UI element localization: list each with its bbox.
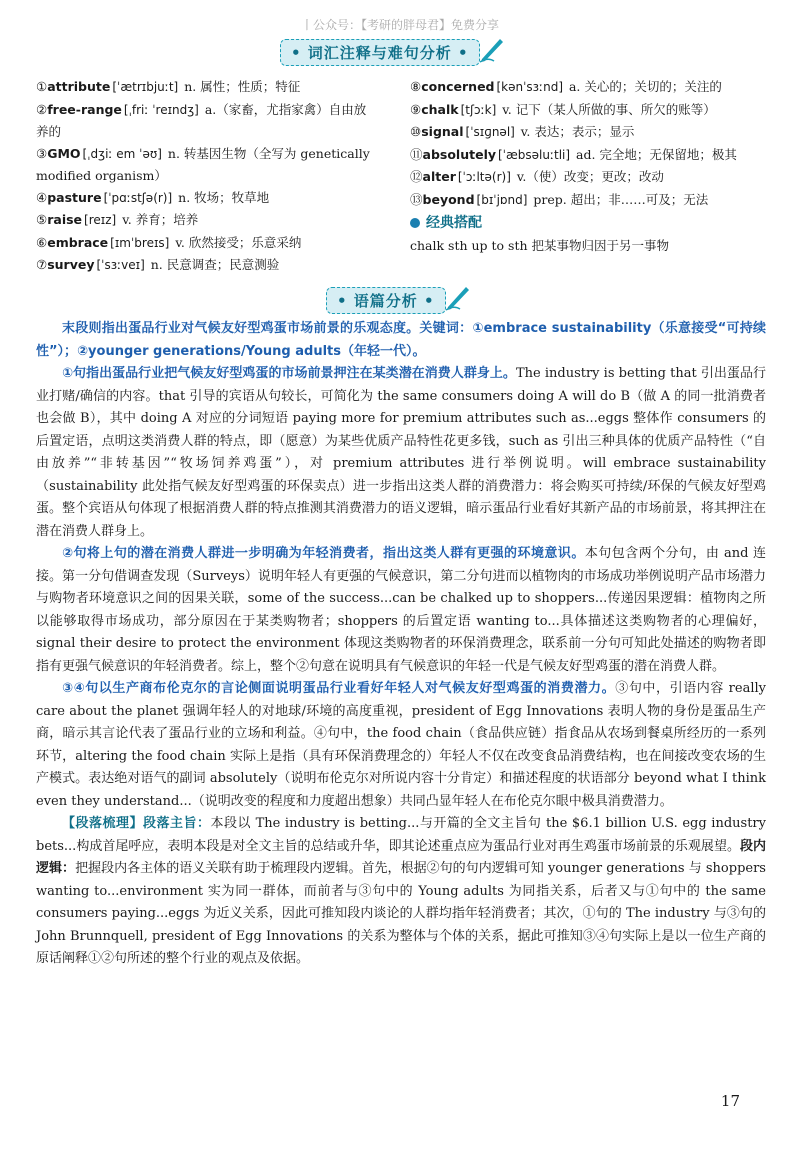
vocab-word: beyond — [422, 191, 475, 207]
vocab-definition: v.（使）改变；更改；改动 — [512, 169, 664, 184]
vocab-number: ⑦ — [36, 257, 48, 272]
vocab-definition: a. 关心的；关切的；关注的 — [565, 79, 722, 94]
vocab-item — [36, 143, 376, 187]
collocation-heading — [410, 213, 770, 235]
vocab-phonetic: [ˈpɑːstʃə(r)] — [103, 190, 173, 205]
vocab-phonetic: [ˌfriː ˈreɪndʒ] — [123, 102, 199, 117]
vocab-definition: prep. 超出；非……可及；无法 — [529, 191, 709, 207]
vocab-item — [410, 76, 770, 99]
vocab-phonetic: [ˈɔːltə(r)] — [457, 170, 511, 184]
page-number: 17 — [720, 1092, 740, 1110]
vocab-phonetic: [reɪz] — [84, 213, 117, 227]
vocab-item — [410, 144, 770, 167]
vocab-word: signal — [421, 124, 464, 139]
vocab-right-column — [410, 76, 770, 256]
vocab-word: absolutely — [422, 146, 496, 162]
vocab-word: attribute — [47, 79, 111, 94]
vocab-banner — [280, 38, 506, 66]
analysis-paragraph-2: ②句将上句的潜在消费人群进一步明确为年轻消费者，指出这类人群有更强的环境意识。本句包含两个分句，由 and 连接。第一分句借调查发现（Surveys）说明年轻人有更强的气候意识，第二分句进而以植物肉的市场成功举例说明产品市场潜力与购物者环境意识之间的因果关联，some of the success...can be chalked up to shoppers...传递因果逻辑：植物肉之所以能够取得市场成功，部分原因在于某类购物者；shoppers 的后置定语 wanting to...具体描述这类购物者的心理偏好，signal their desire to protect the environment 体现这类购物者的环保消费理念，联系前一分句可知此处描述的购物者即指有更强气候意识的年轻消费者。综上，整个②句意在说明具有气候意识的年轻一代是气候友好型鸡蛋的潜在消费人群。 — [36, 546, 766, 674]
vocab-item — [410, 121, 770, 144]
vocab-word: raise — [47, 212, 83, 227]
vocab-item — [410, 189, 770, 212]
vocab-phonetic: [ˈsɪɡnəl] — [465, 125, 515, 139]
vocab-word: GMO — [47, 145, 81, 161]
analysis-intro: 末段则指出蛋品行业对气候友好型鸡蛋市场前景的乐观态度。关键词：①embrace sustainability（乐意接受“可持续性”）；②younger generations/Young adults（年轻一代）。 — [36, 321, 766, 359]
vocab-banner-title: • 词汇注释与难句分析 • — [280, 39, 480, 66]
vocab-item — [410, 166, 770, 189]
analysis-paragraph-3: ③④句以生产商布伦克尔的言论侧面说明蛋品行业看好年轻人对气候友好型鸡蛋的消费潜力。③句中，引语内容 really care about the planet 强调年轻人的对地球/环境的高度重视，president of Egg Innovations 表明人物的身份是蛋品生产商，暗示其言论代表了蛋品行业的立场和利益。④句中，the food chain（食品供应链）指食品从农场到餐桌所经历的一系列环节，altering the food chain 实际上是指（具有环保消费理念的）年轻人不仅在改变食品消费结构，也在间接改变农场的生产模式。表达绝对语气的副词 absolutely（说明布伦克尔对所说内容十分肯定）和描述程度的状语部分 beyond what I think even they understand...（说明改变的程度和力度超出想象）共同凸显年轻人在布伦克尔眼中极具消费潜力。 — [36, 681, 767, 809]
vocab-number: ⑥ — [36, 234, 48, 250]
vocab-definition: v. 养育；培养 — [118, 212, 199, 227]
vocab-word: survey — [47, 257, 95, 272]
vocab-definition: ad. 完全地；无保留地；极其 — [572, 146, 737, 162]
vocab-item — [36, 209, 376, 232]
analysis-banner — [326, 286, 472, 314]
vocab-phonetic: [ˈsɜːveɪ] — [96, 258, 145, 272]
vocab-phonetic: [ˈæbsəluːtli] — [498, 147, 571, 162]
analysis-body — [36, 318, 766, 971]
vocab-definition: v. 记下（某人所做的事、所欠的账等） — [498, 101, 716, 117]
vocab-definition: n. 民意调查；民意测验 — [146, 257, 280, 272]
vocab-number: ⑤ — [36, 212, 48, 227]
vocab-phonetic: [bɪˈjɒnd] — [476, 192, 528, 207]
collocation-text: chalk sth up to sth 把某事物归因于另一事物 — [410, 237, 670, 253]
vocab-definition: n. 转基因生物（全写为 genetically modified organism） — [36, 145, 370, 183]
watermark: 丨公众号：【考研的胖母君】免费分享 — [300, 18, 499, 32]
vocab-phonetic: [kənˈsɜːnd] — [496, 80, 563, 94]
vocab-word: chalk — [421, 101, 459, 117]
vocab-word: pasture — [47, 189, 102, 205]
vocab-number: ③ — [36, 145, 48, 161]
analysis-paragraph-1: ①句指出蛋品行业把气候友好型鸡蛋的市场前景押注在某类潜在消费人群身上。The industry is betting that 引出蛋品行业打赌/确信的内容。that 引导的宾语从句较长，可简化为 the same consumers doing A will do B（做 A 的同一批消费者也会做 B），其中 doing A 对应的分词短语 paying more for premium attributes such as...eggs 整体作 consumers 的后置定语，点明这类消费人群的特点，即（愿意）为某些优质产品特性花更多钱，such as 引出三种具体的优质产品特性（“自由放养”“非转基因”“牧场饲养鸡蛋”），对 premium attributes 进行举例说明。will embrace sustainability（sustainability 此处指气候友好型鸡蛋的环保卖点）进一步指出这类人群的消费潜力：将会购买可持续/环保的气候友好型鸡蛋。整个宾语从句体现了根据消费人群的特点推测其消费潜力的语义逻辑，暗示蛋品行业看好其新产品的市场前景，将其押注在潜在消费人群身上。 — [36, 366, 766, 539]
vocab-item — [410, 99, 770, 122]
vocab-number: ② — [36, 101, 48, 117]
vocab-word: alter — [422, 169, 456, 184]
pen-icon — [444, 283, 472, 311]
vocab-phonetic: [ɪmˈbreɪs] — [110, 235, 170, 250]
collocation-title: 经典搭配 — [426, 215, 482, 231]
vocab-right-items — [410, 76, 770, 211]
vocab-number: ① — [36, 79, 48, 94]
vocab-definition: v. 欣然接受；乐意采纳 — [171, 234, 302, 250]
pen-icon — [478, 35, 506, 63]
vocab-definition: n. 属性；性质；特征 — [180, 79, 301, 94]
vocab-item — [36, 232, 376, 255]
vocab-item — [36, 187, 376, 210]
vocab-phonetic: [ˈætrɪbjuːt] — [112, 80, 179, 94]
analysis-banner-title: • 语篇分析 • — [326, 287, 446, 314]
vocab-definition: v. 表达；表示；显示 — [516, 124, 635, 139]
vocab-number: ⑩ — [410, 124, 422, 139]
vocab-number: ⑪ — [410, 146, 423, 162]
vocab-phonetic: [tʃɔːk] — [460, 102, 497, 117]
vocab-definition: a.（家畜，尤指家禽）自由放养的 — [36, 101, 367, 139]
vocab-number: ⑫ — [410, 169, 423, 184]
vocab-definition: n. 牧场；牧草地 — [174, 189, 270, 205]
vocab-item — [36, 76, 376, 99]
vocab-number: ⑬ — [410, 191, 423, 207]
vocab-word: free-range — [47, 101, 122, 117]
vocab-word: embrace — [47, 234, 109, 250]
vocab-word: concerned — [421, 79, 495, 94]
vocab-number: ⑨ — [410, 101, 422, 117]
vocab-left-column — [36, 76, 376, 277]
vocab-phonetic: [ˌdʒiː em ˈəʊ] — [82, 146, 162, 161]
analysis-paragraph-4: 【段落梳理】段落主旨：本段以 The industry is betting...与开篇的全文主旨句 the $6.1 billion U.S. egg industry bets...构成首尾呼应，表明本段是对全文主旨的总结或升华，即其论述重点应为蛋品行业对再生鸡蛋市场前景的乐观展望。段内逻辑：把握段内各主体的语义关联有助于梳理段内逻辑。首先，根据②句的句内逻辑可知 younger generations 与 shoppers wanting to...environment 实为同一群体，而前者与③句中的 Young adults 为同指关系，后者又与①句中的 the same consumers paying...eggs 为近义关系，因此可推知段内谈论的人群均指年轻消费者；其次，①句的 The industry 与③句的 John Brunnquell, president of Egg Innovations 的关系为整体与个体的关系，据此可推知③④句实际上是以一位生产商的原话阐释①②句所述的整个行业的观点及依据。 — [36, 816, 766, 966]
vocab-item — [36, 254, 376, 277]
bullet-icon — [410, 218, 420, 228]
vocab-number: ⑧ — [410, 79, 422, 94]
vocab-number: ④ — [36, 189, 48, 205]
vocab-item — [36, 99, 376, 143]
